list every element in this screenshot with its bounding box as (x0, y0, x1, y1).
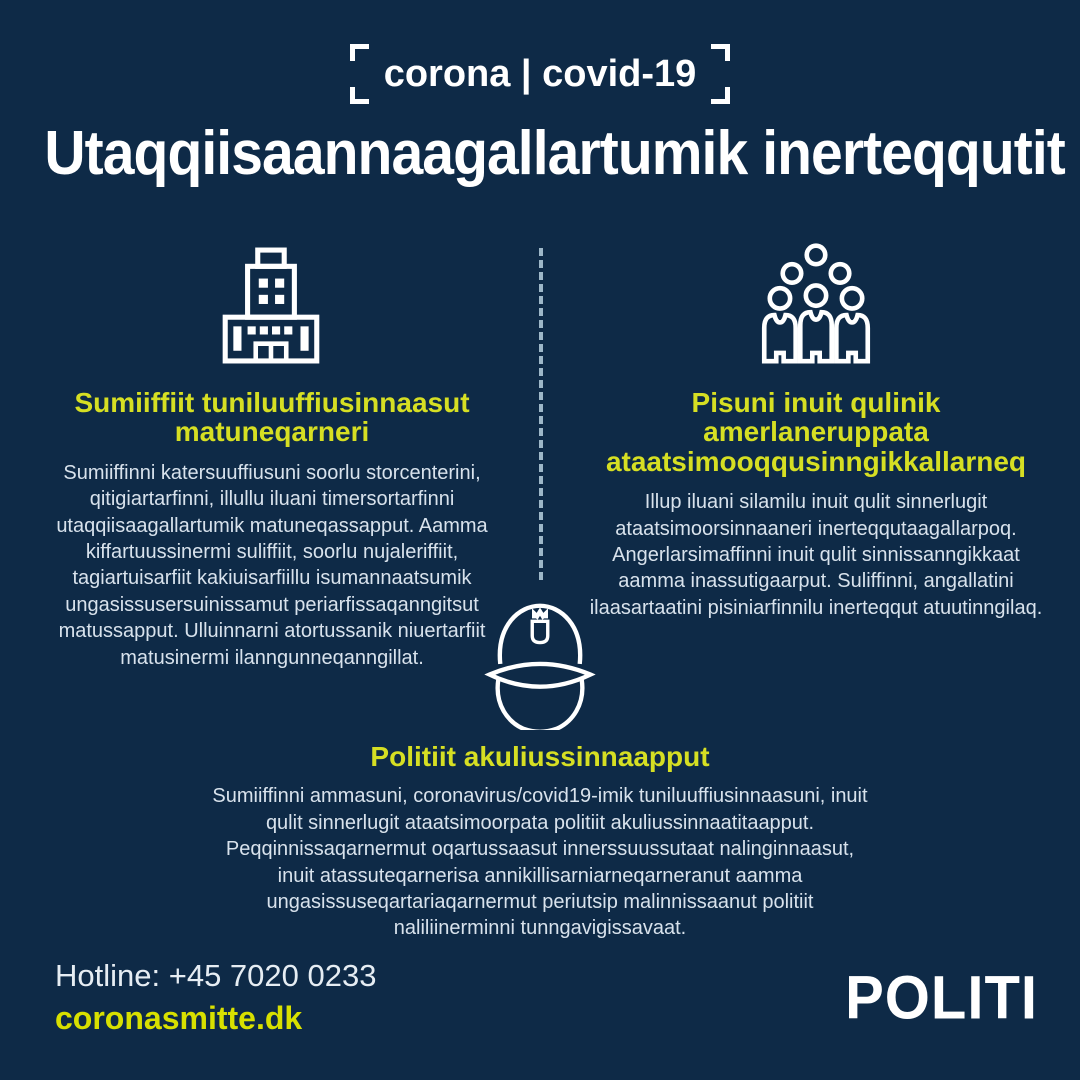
police-cap-icon (477, 592, 603, 730)
section-body: Sumiiffinni katersuuffiusuni soorlu storcenterini, qitigiartarfinni, illullu iluani timersortarfinni utaqqiisaagallartumik matuneqassapput. Aamma kiffartuussinermi suliffiit, soorlu nujaleriffiit, tagiartuisarfiit kakiuisarfiillu isumannaatsumik ungasissusersuinissamut periarfissaqanngitsut matussapput. Ulluinnarni atortussanik niuertarfiit matusinermi ilanngunneqanngillat. (56, 461, 488, 669)
section-body: Sumiiffinni ammasuni, coronavirus/covid19-imik tuniluuffiusinnaasuni, inuit qulit sinnerlugit ataatsimoorpata politiit akuliussinnaatitaapput. Peqqinnissaqarnermut oqartussaasut innerssuussutaat nalinginnaasut, inuit atassuteqarnerisa annikillisarniarneqarneranut aamma ungasissuseqartariaqarnermut periutsip malinnissaanut politiit naliliinerminni tunngavigissavaat. (212, 785, 868, 940)
section-heading: Sumiiffiit tuniluuffiusinnaasut matuneqarneri (74, 387, 470, 448)
bracket-right-icon (712, 44, 730, 104)
politi-logo: POLITI (845, 963, 1038, 1032)
corona-covid19-logo (0, 44, 1080, 104)
page-title: Utaqqiisaannaagallartumik inerteqqutit (44, 119, 1065, 188)
logo-text: corona | covid-19 (383, 52, 697, 95)
section-gatherings (588, 242, 1044, 621)
section-police (0, 590, 1080, 942)
section-heading: Politiit akuliussinnaapput (370, 741, 710, 772)
section-heading: Pisuni inuit qulinik amerlaneruppata ataatsimooqqusinngikkallarneq (605, 387, 1027, 477)
crowd-icon (755, 242, 877, 364)
column-divider (539, 248, 543, 580)
website-link: coronasmitte.dk (55, 1000, 303, 1036)
bracket-left-icon (350, 44, 368, 104)
section-body: Illup iluani silamilu inuit qulit sinnerlugit ataatsimoorsinnaaneri inerteqqutaagallarpoq. Angerlarsimaffinni inuit qulit sinnissanngikkaat aamma inassutigaarput. Suliffinni, angallatini ilaasartaatini pisiniarfinnilu inerteqqut atuutinngilaq. (589, 491, 1043, 619)
hotline-text: Hotline: +45 7020 0233 (55, 958, 377, 993)
building-icon (216, 246, 328, 364)
